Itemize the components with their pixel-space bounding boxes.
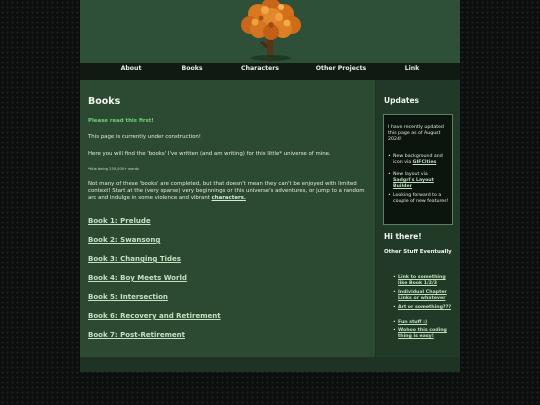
other-stuff-item — [393, 320, 455, 326]
page-title: Books — [88, 96, 121, 107]
books-description-text: Not many of these 'books' are completed, but that doesn't mean they can't be enjoyed with limited context! Start at the (very sparse) very beginnings or this universe's adventures, or jump to a random arc and indulge in some violence and vibrant — [88, 181, 365, 202]
top-navigation — [80, 63, 460, 80]
gifcities-link[interactable]: GIFCities — [412, 160, 437, 165]
nav-books[interactable]: Books — [181, 65, 203, 72]
update-item — [388, 172, 450, 190]
sidebar — [376, 80, 460, 357]
read-first-notice: Please read this first! — [88, 118, 154, 124]
book-link-2[interactable]: Book 2: Swansong — [88, 236, 161, 244]
book-link-3[interactable]: Book 3: Changing Tides — [88, 255, 181, 263]
main-content — [80, 80, 375, 357]
updates-intro: I have recently updated this page as of August 2024! — [388, 125, 444, 142]
other-stuff-link[interactable]: • Wohoo this coding thing is easy! — [398, 328, 447, 339]
updates-box — [383, 114, 453, 225]
books-description — [88, 181, 370, 203]
page-container — [80, 0, 460, 372]
other-stuff-heading: Other Stuff Eventually — [384, 249, 452, 255]
book-link-1[interactable]: Book 1: Prelude — [88, 217, 151, 225]
update-item-text: • Looking forward to a couple of new features! — [393, 193, 449, 204]
footnote: *title being 250,000+ words — [88, 167, 139, 171]
nav-link[interactable]: Link — [404, 65, 420, 72]
tree-logo-icon — [235, 0, 307, 63]
other-stuff-link[interactable]: • Fun stuff :) — [398, 320, 428, 325]
book-link-4[interactable]: Book 4: Boy Meets World — [88, 274, 187, 282]
other-stuff-item — [393, 305, 455, 311]
other-stuff-link[interactable]: • Individual Chapter Links or whatever — [398, 290, 447, 301]
update-item — [388, 154, 450, 166]
books-intro: Here you will find the 'books' I've written (and am writing) for this little* universe of mine. — [88, 151, 331, 157]
nav-about[interactable]: About — [120, 65, 142, 72]
other-stuff-item — [393, 275, 455, 287]
update-item-text: New background and icon via — [393, 154, 443, 165]
characters-link[interactable]: characters. — [211, 195, 246, 202]
other-stuff-item — [393, 290, 455, 302]
layout-builder-link[interactable]: Sadgrl's Layout Builder — [393, 178, 434, 189]
update-item-text: New layout via — [393, 172, 428, 177]
book-link-7[interactable]: Book 7: Post-Retirement — [88, 331, 185, 339]
updates-title: Updates — [384, 96, 420, 105]
construction-notice: This page is currently under construction! — [88, 134, 201, 140]
other-stuff-link[interactable]: • Link to something like Book 1/2/3 — [398, 275, 446, 286]
book-link-6[interactable]: Book 6: Recovery and Retirement — [88, 312, 221, 320]
nav-characters[interactable]: Characters — [241, 65, 279, 72]
other-stuff-item — [393, 328, 455, 340]
hi-there-title: Hi there! — [384, 232, 422, 241]
book-link-5[interactable]: Book 5: Intersection — [88, 293, 168, 301]
header-banner — [80, 0, 460, 63]
other-stuff-link[interactable]: • Art or something??? — [398, 305, 452, 310]
update-item — [388, 193, 450, 205]
nav-other-projects[interactable]: Other Projects — [315, 65, 367, 72]
